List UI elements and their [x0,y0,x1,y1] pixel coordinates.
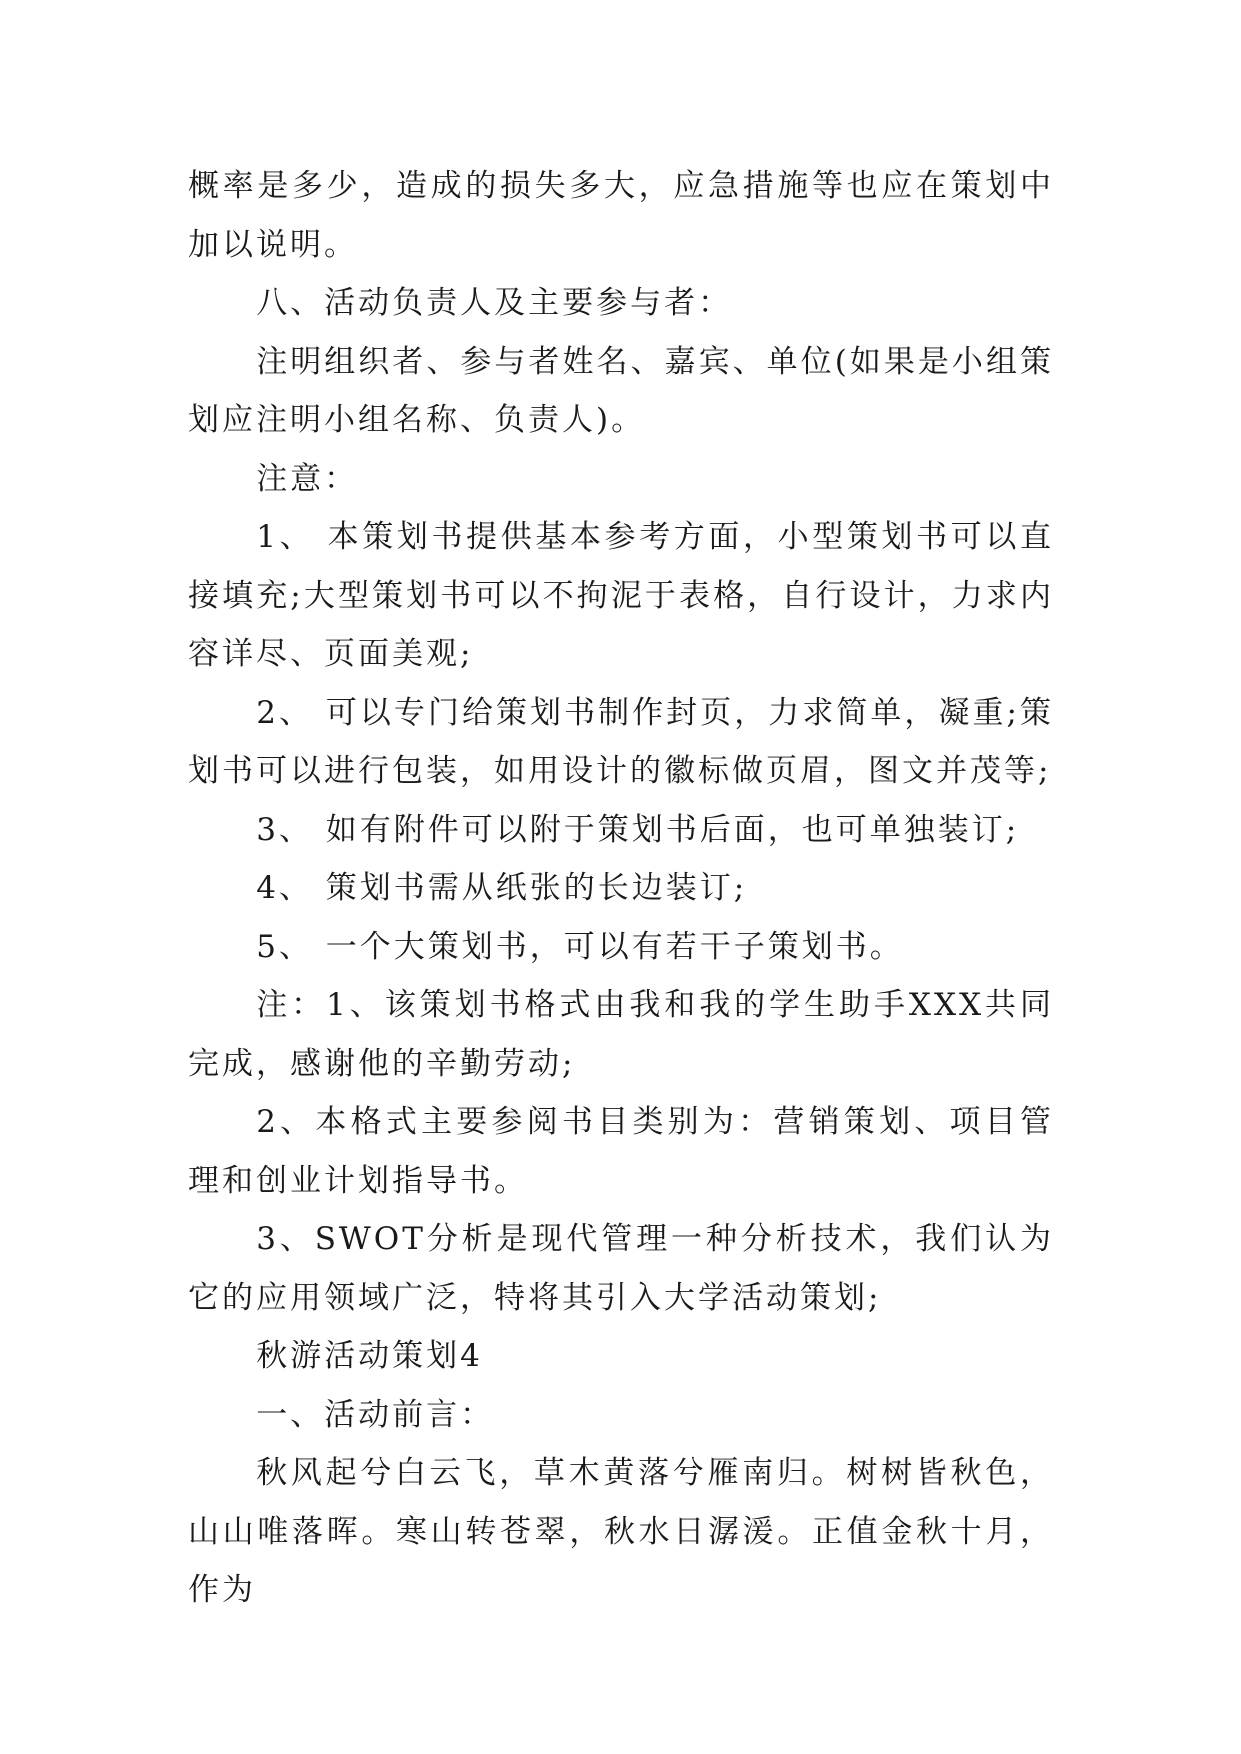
footnote-2: 2、本格式主要参阅书目类别为：营销策划、项目管理和创业计划指导书。 [188,1104,1054,1199]
document-subtitle: 秋游活动策划4 [256,1338,483,1374]
notice-item-2: 2、 可以专门给策划书制作封页，力求简单，凝重;策划书可以进行包装，如用设计的徽标做页眉，图文并茂等; [188,694,1054,789]
section-heading-8: 八、活动负责人及主要参与者： [256,285,733,321]
section-heading-1: 一、活动前言： [256,1396,495,1433]
notice-item-4: 4、 策划书需从纸张的长边装订; [256,870,748,906]
paragraph-3: 注明组织者、参与者姓名、嘉宾、单位(如果是小组策划应注明小组名称、负责人)。 [188,343,1054,438]
footnote-3: 3、SWOT分析是现代管理一种分析技术，我们认为它的应用领域广泛，特将其引入大学活动策划; [188,1221,1054,1316]
notice-item-1: 1、 本策划书提供基本参考方面，小型策划书可以直接填充;大型策划书可以不拘泥于表格，自行设计，力求内容详尽、页面美观; [188,519,1054,672]
footnote-1: 注：1、该策划书格式由我和我的学生助手XXX共同完成，感谢他的辛勤劳动; [188,987,1054,1082]
paragraph-preface: 秋风起兮白云飞，草木黄落兮雁南归。树树皆秋色，山山唯落晖。寒山转苍翠，秋水日潺湲。正值金秋十月，作为 [188,1455,1054,1608]
paragraph-1: 概率是多少，造成的损失多大，应急措施等也应在策划中加以说明。 [188,168,1054,263]
document-page [188,157,1054,1620]
notice-item-3: 3、 如有附件可以附于策划书后面，也可单独装订; [256,811,1020,848]
notice-item-5: 5、 一个大策划书，可以有若干子策划书。 [256,928,904,965]
notice-heading: 注意： [256,460,359,497]
